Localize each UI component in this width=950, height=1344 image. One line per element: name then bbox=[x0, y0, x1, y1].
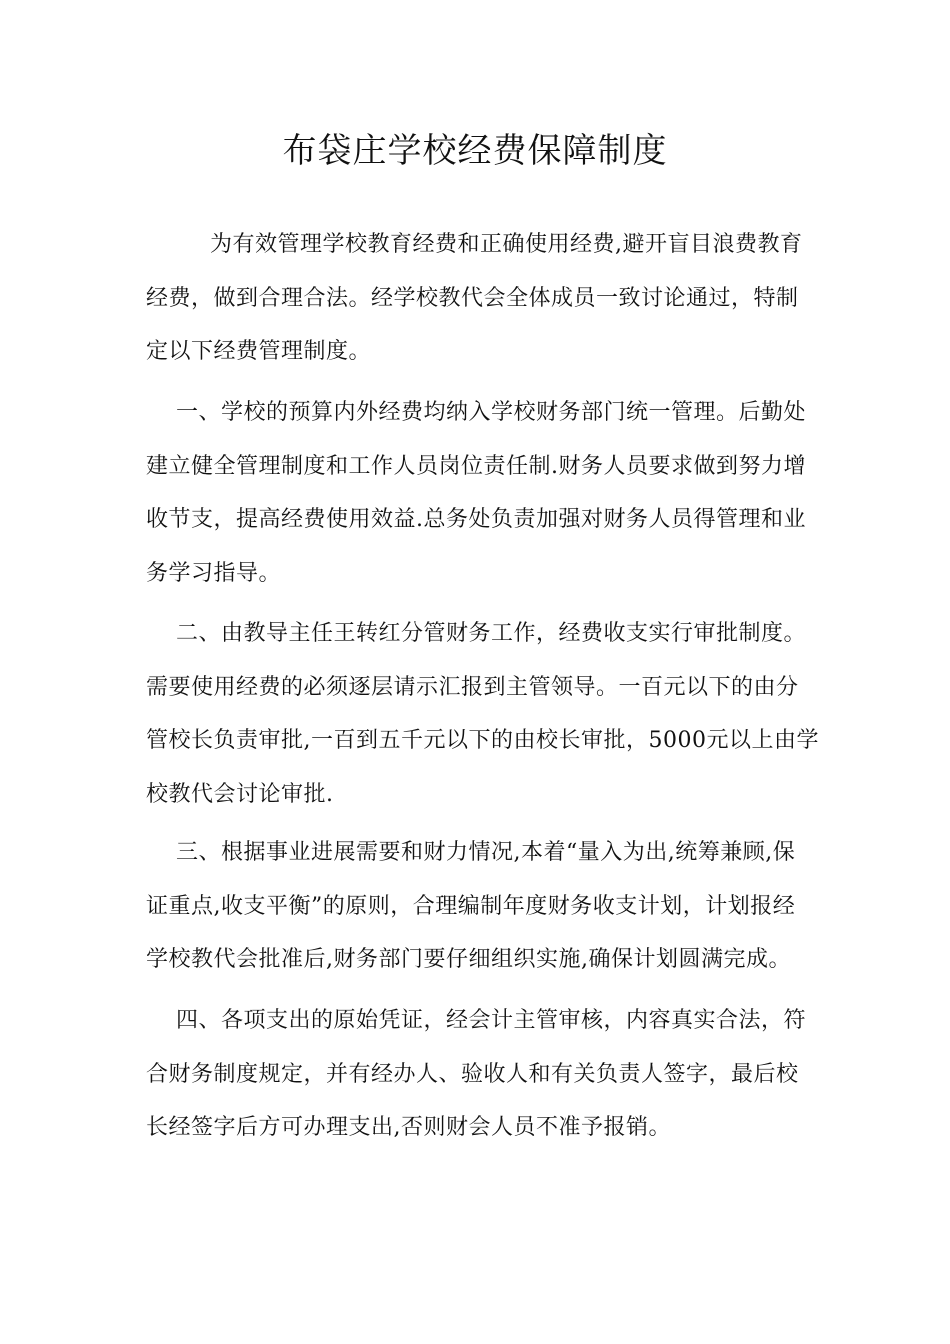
paragraph-line: 校教代会讨论审批. bbox=[146, 781, 334, 807]
paragraph-line: 管校长负责审批,一百到五千元以下的由校长审批，5000元以上由学 bbox=[146, 728, 819, 753]
paragraph-line: 建立健全管理制度和工作人员岗位责任制.财务人员要求做到努力增 bbox=[146, 453, 806, 479]
paragraph-line: 定以下经费管理制度。 bbox=[146, 339, 372, 364]
paragraph-line: 长经签字后方可办理支出,否则财会人员不准予报销。 bbox=[146, 1115, 671, 1140]
paragraph-line: 证重点,收支平衡”的原则，合理编制年度财务收支计划，计划报经 bbox=[146, 893, 796, 919]
paragraph-line: 学校教代会批准后,财务部门要仔细组织实施,确保计划圆满完成。 bbox=[146, 947, 791, 972]
clause-3-paragraph bbox=[146, 826, 806, 987]
paragraph-line: 务学习指导。 bbox=[146, 560, 282, 586]
clause-1-paragraph bbox=[146, 386, 806, 600]
paragraph-line: 经费，做到合理合法。经学校教代会全体成员一致讨论通过，特制 bbox=[146, 285, 799, 311]
clause-4-paragraph bbox=[146, 994, 806, 1155]
paragraph-line: 四、各项支出的原始凭证，经会计主管审核，内容真实合法，符 bbox=[176, 1008, 807, 1033]
paragraph-line: 三、根据事业进展需要和财力情况,本着“量入为出,统筹兼顾,保 bbox=[176, 840, 796, 865]
paragraph-line: 一、学校的预算内外经费均纳入学校财务部门统一管理。后勤处 bbox=[176, 400, 807, 425]
clause-2-paragraph bbox=[146, 607, 819, 821]
document-title: 布袋庄学校经费保障制度 bbox=[282, 131, 668, 171]
paragraph-line: 合财务制度规定，并有经办人、验收人和有关负责人签字，最后校 bbox=[146, 1061, 799, 1087]
paragraph-line: 需要使用经费的必须逐层请示汇报到主管领导。一百元以下的由分 bbox=[146, 674, 799, 700]
paragraph-line: 收节支，提高经费使用效益.总务处负责加强对财务人员得管理和业 bbox=[146, 507, 806, 532]
paragraph-line: 为有效管理学校教育经费和正确使用经费,避开盲目浪费教育 bbox=[210, 232, 803, 257]
intro-paragraph bbox=[146, 218, 806, 379]
paragraph-line: 二、由教导主任王转红分管财务工作，经费收支实行审批制度。 bbox=[176, 621, 807, 646]
